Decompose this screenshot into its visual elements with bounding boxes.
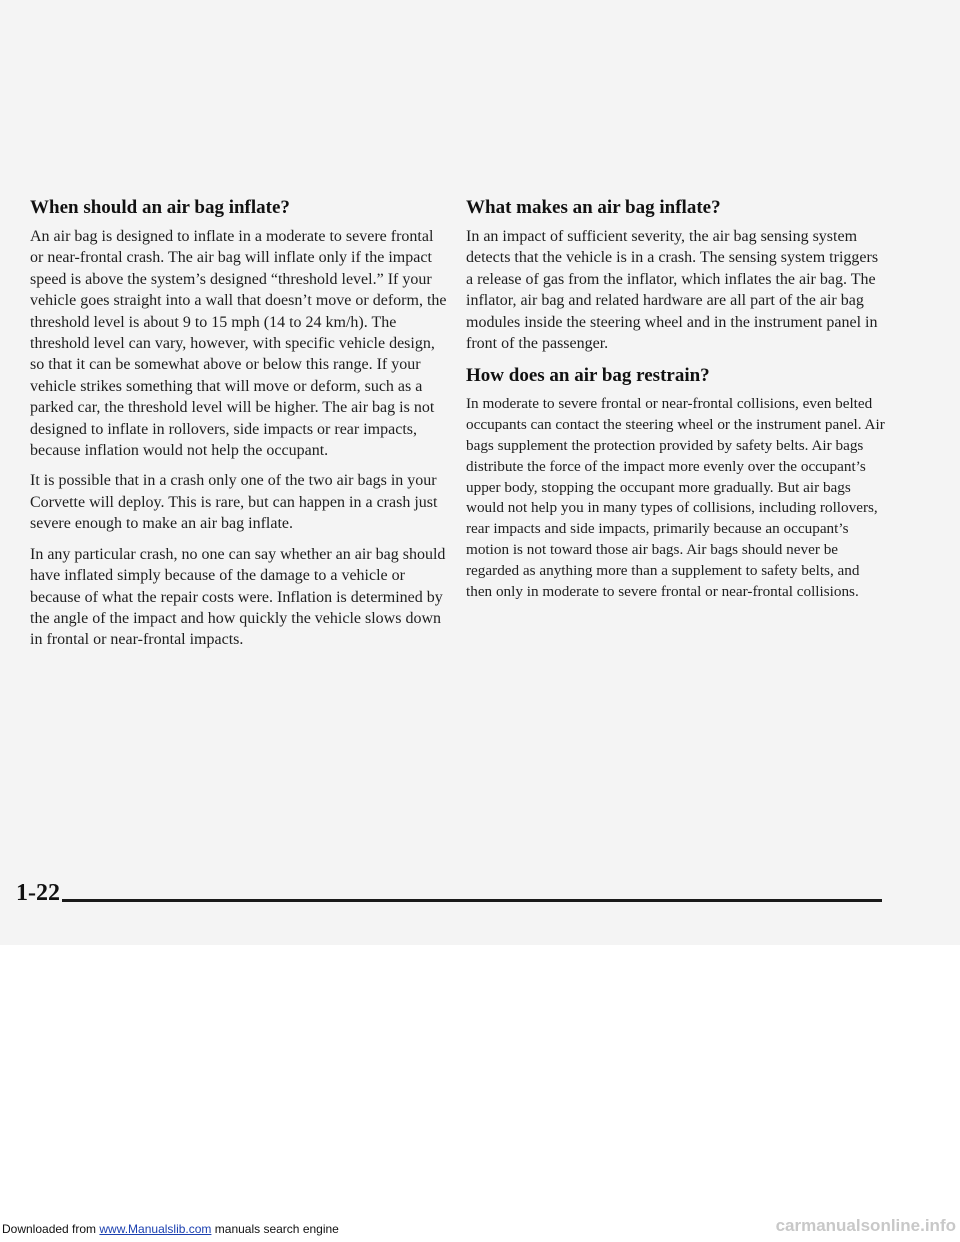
left-column bbox=[30, 196, 450, 660]
footer-prefix: Downloaded from bbox=[2, 1222, 100, 1236]
heading-when-inflate: When should an air bag inflate? bbox=[30, 197, 290, 218]
heading-how-restrain: How does an air bag restrain? bbox=[466, 365, 710, 387]
watermark: carmanualsonline.info bbox=[775, 1216, 956, 1235]
right-column bbox=[466, 196, 886, 611]
footer-suffix: manuals search engine bbox=[211, 1222, 339, 1236]
manualslib-link[interactable]: www.Manualslib.com bbox=[99, 1222, 212, 1236]
download-footer bbox=[2, 1222, 339, 1236]
paragraph-sensing-system: In an impact of sufficient severity, the air bag sensing system detects that the vehicle is in a crash. The sensing system triggers a release of gas from the inflator, which inflates the air bag. The inflator, air bag and related hardware are all part of the air bag modules inside the steering wheel and in the instrument panel in front of the passenger. bbox=[466, 228, 879, 353]
paragraph-threshold: An air bag is designed to inflate in a moderate to severe frontal or near-frontal crash. The air bag will inflate only if the impact speed is above the system’s designed “threshold level.” If your vehicle goes straight into a wall that doesn’t move or deform, the threshold level is about 9 to 15 mph (14 to 24 km/h). The threshold level can vary, however, with specific vehicle design, so that it can be somewhat above or below this range. If your vehicle strikes something that will move or deform, such as a parked car, the threshold level will be higher. The air bag is not designed to inflate in rollovers, side impacts or rear impacts, because inflation would not help the occupant. bbox=[30, 228, 447, 460]
paragraph-one-bag: It is possible that in a crash only one of the two air bags in your Corvette will deploy. This is rare, but can happen in a crash just severe enough to make an air bag inflate. bbox=[30, 472, 438, 533]
paragraph-restrain: In moderate to severe frontal or near-frontal collisions, even belted occupants can contact the steering wheel or the instrument panel. Air bags supplement the protection provided by safety belts. Air bags distribute the force of the impact more evenly over the occupant’s upper body, stopping the occupant more gradually. But air bags would not help you in many types of collisions, including rollovers, rear impacts and side impacts, primarily because an occupant’s motion is not toward those air bags. Air bags should never be regarded as anything more than a supplement to safety belts, and then only in moderate to severe frontal or near-frontal collisions. bbox=[466, 395, 885, 600]
heading-what-makes-inflate: What makes an air bag inflate? bbox=[466, 197, 721, 218]
page-number: 1-22 bbox=[16, 880, 60, 906]
paragraph-damage: In any particular crash, no one can say whether an air bag should have inflated simply because of the damage to a vehicle or because of what the repair costs were. Inflation is determined by the angle of the impact and how quickly the vehicle slows down in frontal or near-frontal impacts. bbox=[30, 545, 446, 649]
footer-rule bbox=[62, 899, 882, 902]
